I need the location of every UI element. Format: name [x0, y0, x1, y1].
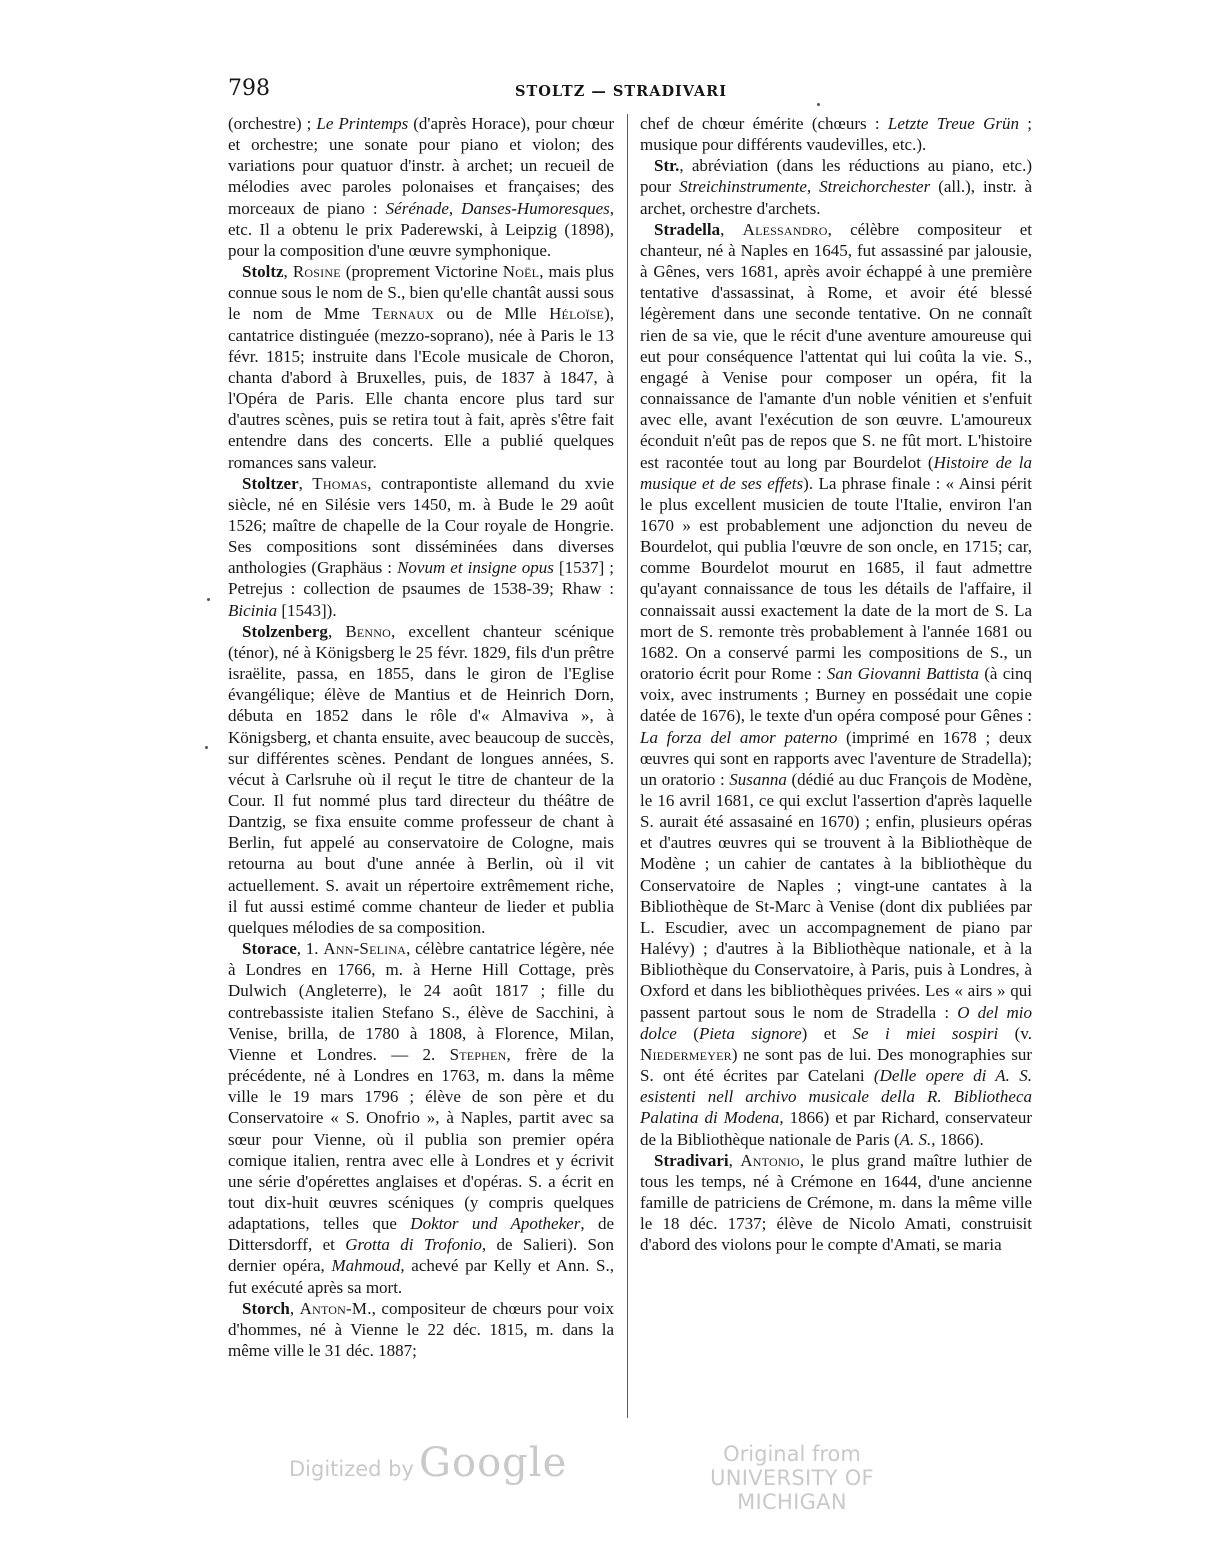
given-name: Antonio: [740, 1150, 800, 1170]
headword: Stradella: [654, 219, 721, 239]
entry-stradivari: [640, 1150, 1032, 1256]
headword: Stoltz: [242, 262, 284, 282]
entry-text: ,: [720, 219, 743, 239]
entry-text: , contrapontiste allemand du xvie siècle, né en Silésie vers 1450, m. à Bude le 29 août 1526; maître de chapelle de la Cour royale de Hongrie. Ses compositions sont disséminées dans diverses anthologies (Graphäus :: [228, 473, 614, 578]
entry-stradella: [640, 219, 1032, 1150]
entry-text: , abréviation (dans les réductions au piano, etc.) pour: [640, 156, 1032, 197]
entry-text: (proprement Victorine: [340, 262, 503, 282]
scan-speck: [817, 103, 820, 106]
entry-text: ,: [327, 621, 346, 641]
work-title: Streichinstrumente, Streichorchester: [679, 177, 931, 197]
entry-text: achevé par Kelly et Ann. S., fut exécuté après sa mort.: [228, 1256, 614, 1297]
entry-text: (all.), instr. à archet, orchestre d'archets.: [640, 177, 1032, 218]
entry-text: [1543]).: [277, 600, 337, 620]
entry-continuation: [228, 113, 614, 261]
scan-speck: [207, 598, 210, 601]
work-title: Pieta signore: [698, 1023, 802, 1043]
entry-text: ) ne sont pas de lui. Des monographies sur S. ont été écrites par Catelani: [640, 1044, 1032, 1086]
entry-text: , 1.: [296, 939, 324, 959]
entry-text: (v.: [998, 1023, 1032, 1043]
work-title: La forza del amor paterno: [640, 727, 838, 747]
work-title: Histoire de la musique et de ses effets: [640, 452, 1032, 493]
entry-text: (imprimé en 1678 ; deux œuvres qui sont en rapports avec l'aventure de Stradella); un oratorio :: [640, 727, 1032, 789]
watermark-text: Original from: [723, 1442, 861, 1466]
entry-text: , de Dittersdorff, et: [228, 1214, 615, 1255]
entry-text: , célèbre compositeur et chanteur, né à Naples en 1645, fut assassiné par jalousie, à Gênes, vers 1681, après avoir échappé à une première tentative d'assassinat, à Rome, et avoir été blessé légèrement dans une seconde tentative. On ne connaît rien de sa vie, que le récit d'une aventure amoureuse qui eut pour conséquence l'attentat qui lui coûta la vie. S., engagé à Venise pour composer un opéra, fit la connaissance de l'amante d'un noble vénitien et s'enfuit avec elle, avant l'exécution de son œuvre. L'amoureux éconduit n'eût pas de repos que S. ne fût mort. L'histoire est racontée tout au long par Bourdelot (: [640, 219, 1032, 472]
digitized-by-watermark: [289, 1440, 567, 1486]
given-name: Thomas: [312, 473, 368, 493]
entry-text: ). La phrase finale : « Ainsi périt le plus excellent musicien de toute l'Italie, environ l'an 1670 » est probablement une adjonction du neveu de Bourdelot, qui publia l'œuvre de son oncle, en 1715; car, comme Bourdelot mourut en 1685, il faut admettre qu'ayant connaissance de tous les détails de l'affaire, il connaissait aussi exactement la date de la mort de S. La mort de S. remonte très probablement à l'année 1681 ou 1682. On a conservé parmi les compositions de S., un oratorio écrit pour Rome :: [640, 473, 1032, 684]
headword: Stoltzer: [242, 473, 299, 493]
name-smallcaps: Noël: [502, 262, 540, 282]
page-header: [228, 76, 1028, 108]
headword: Stolzenberg: [242, 621, 328, 641]
given-name: Alessandro: [742, 219, 828, 239]
work-title: Doktor und Apotheker: [410, 1214, 581, 1234]
entry-text: , frère de la précédente, né à Londres en 1763, m. dans la même ville le 19 mars 1796 ; élève de son père et du Conservatoire « S. Onofrio », à Naples, partit avec sa sœur pour Vienne, où il publia son premier opéra comique italien, rentra avec elle à Londres et y écrivit une série d'opérettes anglaises et d'opéras. S. a écrit en tout dix-huit œuvres scéniques (y compris quelques adaptations, telles que: [228, 1044, 614, 1234]
entry-text: de Salieri). Son dernier opéra,: [228, 1235, 614, 1276]
running-head: STOLTZ — STRADIVARI: [515, 83, 728, 100]
entry-stoltz: [228, 261, 614, 473]
cross-reference: Niedermeyer: [640, 1044, 732, 1064]
work-title: Se i miei sospiri: [852, 1023, 999, 1043]
headword: Str.: [654, 156, 680, 176]
entry-text: ,: [283, 262, 293, 282]
entry-text: (orchestre) ;: [228, 114, 317, 133]
name-smallcaps: Héloïse: [549, 304, 605, 324]
entry-stolzenberg: [228, 621, 614, 938]
given-name: Ann-Selina: [323, 939, 407, 959]
entry-text: , etc. Il a obtenu le prix Paderewski, à Leipzig (1898), pour la composition d'une œuvre symphonique.: [228, 198, 615, 260]
entry-text: chef de chœur émérite (chœurs :: [640, 114, 888, 133]
entry-text: , compositeur de chœurs pour voix d'hommes, né à Vienne le 22 déc. 1815, m. dans la même ville le 31 déc. 1887;: [228, 1298, 614, 1361]
work-title: O del mio dolce: [640, 1002, 1032, 1043]
entry-text: ; musique pour différents vaudevilles, etc.).: [640, 114, 1032, 155]
given-name: Rosine: [292, 262, 341, 282]
work-title: A. S.,: [899, 1129, 936, 1149]
entry-str: [640, 155, 1032, 218]
entry-text: ou de Mlle: [434, 304, 550, 324]
work-title: Sérénade, Danses-Humoresques: [385, 198, 610, 218]
entry-text: , mais plus connue sous le nom de S., bien qu'elle chantât aussi sous le nom de Mme: [228, 262, 615, 324]
work-title: Novum et insigne opus: [397, 558, 554, 578]
entry-continuation: [640, 113, 1032, 155]
entry-text: (dédié au duc François de Modène, le 16 avril 1681, ce qui exclut l'assertion d'après laquelle S. aurait été assasainé en 1670) ; enfin, plusieurs opéras et d'autres œuvres qui se trouvent à la Bibliothèque de Modène ; un cahier de cantates à la bibliothèque du Conservatoire de Naples ; vingt-une cantates à la Bibliothèque de St-Marc à Venise (dont dix publiées par L. Escudier, avec un accompagnement de piano par Halévy) ; d'autres à la Bibliothèque nationale, et à la Bibliothèque du Conservatoire, à Paris, puis à Londres, à Oxford et dans les bibliothèques privées. Les « airs » qui passent partout sous le nom de Stradella :: [640, 769, 1032, 1022]
work-title: Grotta di Trofonio,: [345, 1235, 487, 1255]
headword: Stradivari: [654, 1150, 729, 1170]
left-column: [228, 113, 614, 1361]
entry-text: , célèbre cantatrice légère, née à Londres en 1766, m. à Herne Hill Cottage, près Dulwich (Angleterre), le 24 août 1817 ; fille du contrebassiste italien Stefano S., élève de Sacchini, à Venise, brilla, de 1780 à 1808, à Florence, Milan, Vienne et Londres. — 2.: [228, 939, 614, 1064]
entry-text: , excellent chanteur scénique (ténor), né à Königsberg le 25 févr. 1829, fils d'un prêtre israëlite, passa, en 1855, dans le giron de l'Eglise évangélique; élève de Mantius et de Heinrich Dorn, débuta en 1852 dans le rôle d'« Almaviva », à Königsberg, et chanta ensuite, avec beaucoup de succès, sur différentes scènes. Pendant de longues années, S. vécut à Carlsruhe où il reçut le titre de chanteur de la Cour. Il fut nommé plus tard directeur du théâtre de Dantzig, se fixa ensuite comme professeur de chant à Berlin, fut appelé au conservatoire de Cologne, mais retourna au bout d'une année à Berlin, où il vit actuellement. S. avait un répertoire extrêmement riche, il fut aussi estimé comme chanteur de lieder et publia quelques mélodies de sa composition.: [228, 621, 614, 937]
entry-stoltzer: [228, 473, 614, 621]
entry-text: ,: [289, 1298, 300, 1318]
watermark-institution: UNIVERSITY OF MICHIGAN: [710, 1466, 874, 1514]
right-column: [640, 113, 1032, 1255]
headword: Storch: [242, 1298, 290, 1318]
work-title: Le Printemps: [316, 114, 409, 133]
name-smallcaps: Ternaux: [372, 304, 435, 324]
given-name: Stephen: [449, 1044, 507, 1064]
entry-text: 1866) et par Richard, conservateur de la Bibliothèque nationale de Paris (: [640, 1108, 1032, 1149]
work-title: Bicinia: [228, 600, 278, 620]
page-number: 798: [228, 76, 270, 101]
original-from-watermark: [667, 1442, 917, 1514]
scan-speck: [205, 746, 208, 749]
entry-storch: [228, 1298, 614, 1361]
entry-text: (d'après Horace), pour chœur et orchestre; une sonate pour piano et violon; des variations pour quatuor d'instr. à archet; un recueil de mélodies avec paroles polonaises et françaises; des morceaux de piano :: [228, 114, 614, 218]
work-title: (Delle opere di A. S. esistenti nell archivo musicale della R. Bibliotheca Palatina di Modena,: [640, 1066, 1033, 1128]
work-title: Susanna: [729, 769, 787, 789]
entry-text: ,: [298, 473, 313, 493]
entry-text: ), cantatrice distinguée (mezzo-soprano), née à Paris le 13 févr. 1815; instruite dans l'Ecole musicale de Choron, chanta d'abord à Bruxelles, puis, de 1837 à 1847, à l'Opéra de Paris. Elle chanta encore plus tard sur d'autres scènes, puis se retira tout à fait, après s'être fait entendre dans des concerts. Elle a publié quelques romances sans valeur.: [228, 304, 614, 472]
entry-text: [1537] ; Petrejus : collection de psaumes de 1538-39; Rhaw :: [228, 558, 615, 599]
work-title: Mahmoud,: [331, 1256, 405, 1276]
entry-text: ,: [728, 1150, 741, 1170]
entry-storace: [228, 938, 614, 1298]
entry-text: (: [676, 1023, 699, 1043]
entry-text: , le plus grand maître luthier de tous les temps, né à Crémone en 1644, d'une ancienne famille de patriciens de Crémone, m. dans la même ville le 18 déc. 1737; élève de Nicolo Amati, construisit d'abord des violons pour le compte d'Amati, se maria: [640, 1150, 1032, 1255]
entry-text: ) et: [801, 1023, 853, 1043]
work-title: San Giovanni Battista: [826, 664, 979, 684]
entry-text: 1866).: [935, 1129, 984, 1149]
entry-text: (à cinq voix, avec instruments ; Burney en possédait une copie datée de 1676), le texte d'un opéra composé pour Gênes :: [640, 664, 1032, 726]
given-name: Benno: [345, 621, 391, 641]
work-title: Letzte Treue Grün: [887, 114, 1019, 133]
watermark-text: Digitized by: [289, 1457, 414, 1481]
given-name: Anton-M.: [299, 1298, 372, 1318]
headword: Storace: [242, 939, 297, 959]
google-logo: Google: [419, 1440, 568, 1486]
column-divider: [627, 114, 628, 1418]
